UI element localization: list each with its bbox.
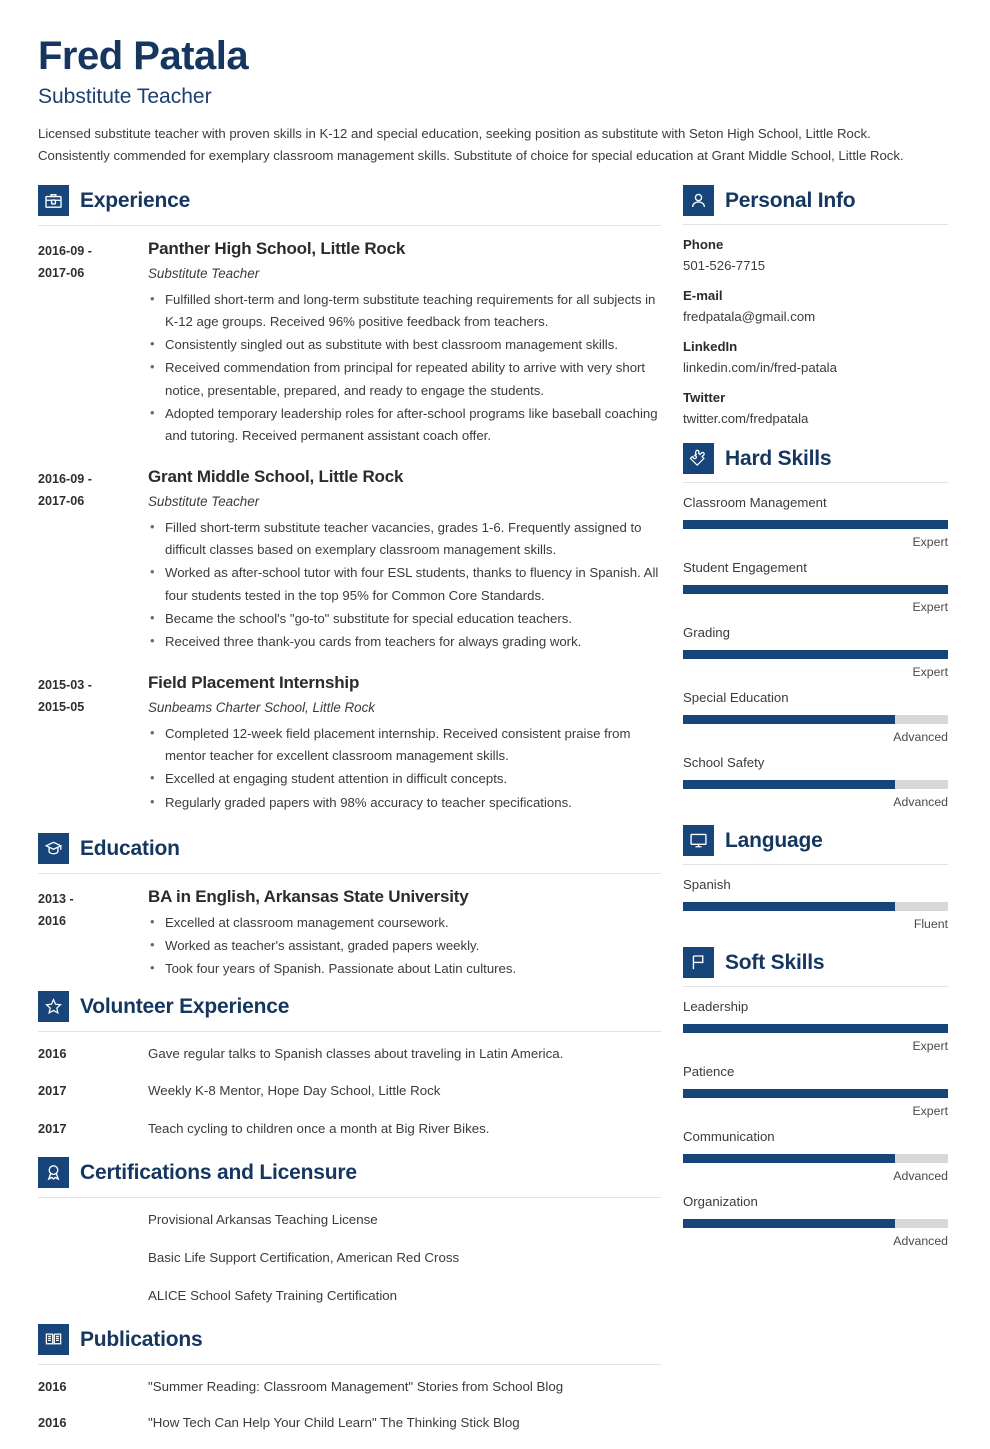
publication-row [38, 1377, 661, 1397]
skill-bar-track [683, 1154, 948, 1163]
skill-bar-fill [683, 650, 948, 659]
section-divider [683, 864, 948, 865]
bullet-item: • Worked as teacher's assistant, graded papers weekly. [148, 935, 661, 957]
bullet-item: • Took four years of Spanish. Passionate about Latin cultures. [148, 958, 661, 980]
skill-bar-fill [683, 1089, 948, 1098]
skill-level: Advanced [893, 730, 948, 745]
section-divider [38, 1031, 661, 1032]
volunteer-date: 2017 [38, 1083, 67, 1099]
skill-bar-track [683, 715, 948, 724]
publication-text: "Summer Reading: Classroom Management" Stories from School Blog [148, 1379, 564, 1395]
skill-name: Leadership [683, 999, 749, 1015]
skill-item [683, 1192, 948, 1250]
entry-body [148, 238, 661, 447]
bullet-item: • Excelled at engaging student attention in difficult concepts. [148, 768, 661, 790]
entry-degree: BA in English, Arkansas State University [148, 886, 469, 906]
entry-date [38, 886, 148, 981]
section-hard-skills [683, 443, 948, 811]
skill-item [683, 997, 948, 1055]
professional-summary: Licensed substitute teacher with proven skills in K-12 and special education, seeking position as substitute with Seton High School, Little Rock. Consistently commended for exemplary classroom management skills. Substitute of choice for special education at Grant Middle School, Little Rock. [38, 125, 904, 163]
section-header-personal-info [683, 185, 948, 216]
publication-date: 2016 [38, 1415, 67, 1431]
section-education [38, 833, 661, 981]
entry-date [38, 238, 148, 447]
bullet-item: • Excelled at classroom management coursework. [148, 912, 661, 934]
entry-date-start: 2015-03 - [38, 678, 92, 693]
section-divider [683, 482, 948, 483]
entry-body [148, 672, 661, 814]
info-value[interactable]: twitter.com/fredpatala [683, 410, 809, 426]
entry-bullets [148, 517, 661, 653]
entry-date-end: 2017-06 [38, 266, 85, 281]
job-title: Substitute Teacher [38, 84, 212, 108]
graduation-cap-icon [38, 833, 69, 864]
skill-item [683, 688, 948, 746]
entry-date [38, 466, 148, 653]
right-column [683, 185, 948, 1265]
award-ribbon-icon [38, 1157, 69, 1188]
skill-item [683, 493, 948, 551]
entry-date-start: 2016-09 - [38, 243, 92, 258]
section-header-education [38, 833, 661, 864]
entry-date-end: 2016 [38, 914, 67, 929]
section-certifications [38, 1157, 661, 1306]
skill-bar-track [683, 902, 948, 911]
entry-role: Substitute Teacher [148, 266, 260, 282]
info-label: Twitter [683, 389, 726, 405]
bullet-item: • Completed 12-week field placement internship. Received consistent praise from mentor teacher for excellent classroom management skills. [148, 723, 661, 767]
info-item-linkedin [683, 337, 948, 379]
bullet-item: • Worked as after-school tutor with four ESL students, thanks to fluency in Spanish. All four students tested in the top 95% for Common Core Standards. [148, 562, 661, 606]
skill-level: Advanced [893, 795, 948, 810]
skill-bar-track [683, 585, 948, 594]
skill-name: Communication [683, 1129, 775, 1145]
puzzle-piece-icon [683, 443, 714, 474]
volunteer-date: 2017 [38, 1121, 67, 1137]
skill-bar-track [683, 1089, 948, 1098]
entry-organization: Grant Middle School, Little Rock [148, 467, 404, 487]
skill-level: Expert [912, 535, 948, 550]
certification-text: ALICE School Safety Training Certification [148, 1288, 398, 1304]
certification-row [38, 1248, 661, 1268]
skill-bar-track [683, 780, 948, 789]
skill-bar-fill [683, 902, 895, 911]
entry-date-start: 2013 - [38, 891, 74, 906]
info-label: E-mail [683, 287, 723, 303]
section-header-language [683, 825, 948, 856]
skill-bar-fill [683, 1024, 948, 1033]
skill-level: Advanced [893, 1234, 948, 1249]
skill-bar-fill [683, 780, 895, 789]
section-header-hard-skills [683, 443, 948, 474]
section-title-volunteer: Volunteer Experience [80, 994, 290, 1018]
skill-bar-fill [683, 520, 948, 529]
resume-body [38, 185, 950, 1449]
entry-date-end: 2015-05 [38, 700, 85, 715]
section-divider [683, 224, 948, 225]
entry-date-end: 2017-06 [38, 494, 85, 509]
skill-name: Classroom Management [683, 495, 827, 511]
publication-row [38, 1413, 661, 1433]
section-language [683, 825, 948, 933]
skill-item [683, 623, 948, 681]
experience-entry [38, 672, 661, 814]
info-value: 501-526-7715 [683, 258, 766, 274]
skill-item [683, 558, 948, 616]
entry-bullets [148, 912, 661, 981]
skill-item [683, 753, 948, 811]
section-divider [38, 873, 661, 874]
section-header-volunteer [38, 991, 661, 1022]
section-title-education: Education [80, 836, 180, 860]
section-header-experience [38, 185, 661, 216]
section-header-certifications [38, 1157, 661, 1188]
certification-row [38, 1286, 661, 1306]
bullet-item: • Filled short-term substitute teacher vacancies, grades 1-6. Frequently assigned to difficult classes based on exemplary classroom management skills. [148, 517, 661, 561]
page-title: Fred Patala [38, 34, 249, 78]
skill-level: Advanced [893, 1169, 948, 1184]
bullet-item: • Consistently singled out as substitute with best classroom management skills. [148, 334, 661, 356]
section-volunteer-experience [38, 991, 661, 1140]
section-title-publications: Publications [80, 1328, 203, 1352]
bullet-item: • Received three thank-you cards from teachers for always grading work. [148, 631, 661, 653]
volunteer-row [38, 1081, 661, 1101]
section-soft-skills [683, 947, 948, 1250]
info-value[interactable]: linkedin.com/in/fred-patala [683, 360, 837, 376]
experience-entry [38, 238, 661, 447]
skill-level: Expert [912, 1104, 948, 1119]
bullet-item: • Fulfilled short-term and long-term substitute teaching requirements for all subjects in K-12 age groups. Received 96% positive feedback from teachers. [148, 289, 661, 333]
info-value[interactable]: fredpatala@gmail.com [683, 309, 816, 325]
section-title-hard-skills: Hard Skills [725, 447, 832, 471]
section-title-certifications: Certifications and Licensure [80, 1161, 357, 1185]
volunteer-row [38, 1119, 661, 1139]
volunteer-text: Teach cycling to children once a month at Big River Bikes. [148, 1121, 490, 1137]
entry-body [148, 466, 661, 653]
resume-header [38, 34, 950, 167]
info-item-twitter [683, 388, 948, 430]
user-icon [683, 185, 714, 216]
skill-name: Organization [683, 1194, 758, 1210]
entry-bullets [148, 289, 661, 447]
skill-level: Expert [912, 665, 948, 680]
entry-organization: Field Placement Internship [148, 673, 360, 693]
entry-date-start: 2016-09 - [38, 472, 92, 487]
skill-level: Expert [912, 600, 948, 615]
entry-role: Sunbeams Charter School, Little Rock [148, 700, 376, 716]
skill-item [683, 1127, 948, 1185]
monitor-icon [683, 825, 714, 856]
info-item-phone [683, 235, 948, 277]
section-title-soft-skills: Soft Skills [725, 951, 825, 975]
section-header-publications [38, 1324, 661, 1355]
skill-name: Patience [683, 1064, 735, 1080]
skill-bar-track [683, 1219, 948, 1228]
flag-icon [683, 947, 714, 978]
skill-name: Student Engagement [683, 560, 807, 576]
skill-item [683, 1062, 948, 1120]
info-label: Phone [683, 236, 724, 252]
entry-organization: Panther High School, Little Rock [148, 238, 406, 258]
skill-bar-fill [683, 715, 895, 724]
section-divider [38, 225, 661, 226]
skill-bar-track [683, 520, 948, 529]
skill-bar-fill [683, 1154, 895, 1163]
section-experience [38, 185, 661, 814]
volunteer-date: 2016 [38, 1045, 67, 1061]
skill-item [683, 875, 948, 933]
skill-bar-track [683, 1024, 948, 1033]
info-item-email [683, 286, 948, 328]
skill-bar-fill [683, 1219, 895, 1228]
section-divider [38, 1364, 661, 1365]
left-column [38, 185, 683, 1449]
publication-date: 2016 [38, 1379, 67, 1395]
section-header-soft-skills [683, 947, 948, 978]
skill-level: Expert [912, 1039, 948, 1054]
volunteer-row [38, 1044, 661, 1064]
entry-role: Substitute Teacher [148, 494, 260, 510]
section-title-language: Language [725, 829, 823, 853]
entry-date [38, 672, 148, 814]
skill-name: School Safety [683, 755, 765, 771]
section-title-personal-info: Personal Info [725, 188, 856, 212]
entry-body [148, 886, 661, 981]
info-label: LinkedIn [683, 338, 738, 354]
section-divider [683, 986, 948, 987]
section-personal-info [683, 185, 948, 430]
entry-bullets [148, 723, 661, 814]
volunteer-text: Gave regular talks to Spanish classes about traveling in Latin America. [148, 1045, 564, 1061]
certification-text: Basic Life Support Certification, American Red Cross [148, 1250, 460, 1266]
bullet-item: • Adopted temporary leadership roles for after-school programs like baseball coaching and tutoring. Received permanent assistant coach offer. [148, 403, 661, 447]
skill-bar-fill [683, 585, 948, 594]
education-entry [38, 886, 661, 981]
skill-bar-track [683, 650, 948, 659]
publication-text: "How Tech Can Help Your Child Learn" The Thinking Stick Blog [148, 1415, 520, 1431]
experience-entry [38, 466, 661, 653]
certification-text: Provisional Arkansas Teaching License [148, 1212, 378, 1228]
skill-name: Special Education [683, 690, 789, 706]
skill-level: Fluent [913, 917, 948, 932]
section-divider [38, 1197, 661, 1198]
section-title-experience: Experience [80, 188, 191, 212]
volunteer-text: Weekly K-8 Mentor, Hope Day School, Little Rock [148, 1083, 441, 1099]
skill-name: Spanish [683, 877, 731, 893]
star-icon [38, 991, 69, 1022]
briefcase-icon [38, 185, 69, 216]
bullet-item: • Received commendation from principal for repeated ability to arrive with very short notice, presentable, prepared, and ready to engage the students. [148, 357, 661, 401]
open-book-icon [38, 1324, 69, 1355]
bullet-item: • Regularly graded papers with 98% accuracy to teacher specifications. [148, 792, 661, 814]
skill-name: Grading [683, 625, 730, 641]
section-publications [38, 1324, 661, 1433]
bullet-item: • Became the school's "go-to" substitute for special education teachers. [148, 608, 661, 630]
certification-row [38, 1210, 661, 1230]
